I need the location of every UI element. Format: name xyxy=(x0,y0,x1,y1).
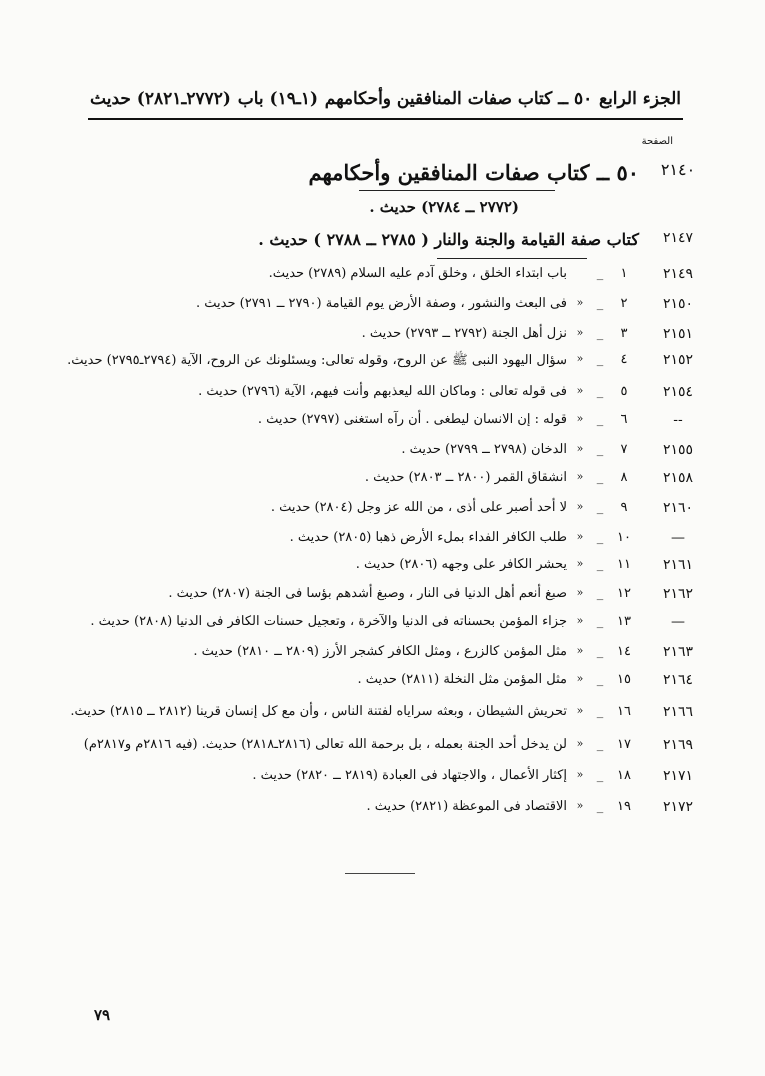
entry-ditto: « xyxy=(576,470,584,483)
entry-ditto: « xyxy=(576,352,584,365)
entry-page: ٢١٦٣ xyxy=(662,644,694,660)
entry-page: ٢١٦٠ xyxy=(662,500,694,516)
page-number: ٧٩ xyxy=(94,1006,111,1024)
entry-dash: _ xyxy=(596,737,604,752)
book-title-page: ٢١٤٧ xyxy=(662,230,694,246)
entry-dash: _ xyxy=(596,799,604,814)
header-volume: الجزء الرابع xyxy=(599,89,681,109)
header-chapters: (١ـ١٩) باب xyxy=(237,89,319,109)
entry-text: مثل المؤمن مثل النخلة (٢٨١١) حديث . xyxy=(357,672,567,687)
entry-ditto: « xyxy=(576,704,584,717)
entry-text: تحريش الشيطان ، وبعثه سراياه لفتنة الناس ، وأن مع كل إنسان قرينا (٢٨١٢ ــ ٢٨١٥) حديث. xyxy=(70,704,567,719)
entry-ditto: « xyxy=(576,442,584,455)
entry-text: لن يدخل أحد الجنة بعمله ، بل برحمة الله تعالى (٢٨١٦ـ٢٨١٨) حديث. (فيه ٢٨١٦م و٢٨١٧م) xyxy=(83,737,567,752)
entry-ditto: « xyxy=(576,412,584,425)
entry-page: ٢١٥٥ xyxy=(662,442,694,458)
entry-dash: _ xyxy=(596,672,604,687)
end-mark-rule xyxy=(345,873,415,874)
entry-dash: _ xyxy=(596,384,604,399)
entry-page: ٢١٦٩ xyxy=(662,737,694,753)
entry-dash: _ xyxy=(596,614,604,629)
entry-dash: _ xyxy=(596,266,604,281)
entry-number: ١٠ xyxy=(617,530,631,545)
header-rule xyxy=(88,118,683,120)
entry-number: ١٥ xyxy=(617,672,631,687)
entry-number: ١٦ xyxy=(617,704,631,719)
entry-page: ٢١٦٤ xyxy=(662,672,694,688)
entry-page: ٢١٦١ xyxy=(662,557,694,573)
entry-text: الاقتصاد فى الموعظة (٢٨٢١) حديث . xyxy=(366,799,567,814)
entry-text: يحشر الكافر على وجهه (٢٨٠٦) حديث . xyxy=(355,557,567,572)
entry-dash: _ xyxy=(596,412,604,427)
entry-ditto: « xyxy=(576,384,584,397)
entry-page: -- xyxy=(673,412,683,428)
entry-page: — xyxy=(671,530,685,546)
title-underline xyxy=(359,190,555,191)
main-subtitle: (٢٧٧٢ ــ ٢٧٨٤) حديث . xyxy=(369,198,519,216)
entry-ditto: « xyxy=(576,557,584,570)
entry-page: ٢١٥٢ xyxy=(662,352,694,368)
entry-dash: _ xyxy=(596,768,604,783)
entry-ditto: « xyxy=(576,737,584,750)
entry-number: ١٨ xyxy=(617,768,631,783)
entry-text: إكثار الأعمال ، والاجتهاد فى العبادة (٢٨١٩ ــ ٢٨٢٠) حديث . xyxy=(252,768,567,783)
entry-ditto: « xyxy=(576,644,584,657)
entry-dash: _ xyxy=(596,586,604,601)
entry-dash: _ xyxy=(596,296,604,311)
entry-dash: _ xyxy=(596,530,604,545)
entry-text: فى قوله تعالى : وماكان الله ليعذبهم وأنت فيهم، الآية (٢٧٩٦) حديث . xyxy=(198,384,567,399)
entry-page: ٢١٤٩ xyxy=(662,266,694,282)
entry-page: — xyxy=(671,614,685,630)
entry-page: ٢١٧٢ xyxy=(662,799,694,815)
entry-ditto: « xyxy=(576,586,584,599)
entry-page: ٢١٥٨ xyxy=(662,470,694,486)
entry-ditto: « xyxy=(576,768,584,781)
entry-dash: _ xyxy=(596,442,604,457)
entry-number: ١٢ xyxy=(617,586,631,601)
entry-text: لا أحد أصبر على أذى ، من الله عز وجل (٢٨٠٤) حديث . xyxy=(270,500,567,515)
entry-text: قوله : إن الانسان ليطغى . أن رآه استغنى (٢٧٩٧) حديث . xyxy=(257,412,567,427)
entry-page: ٢١٥٤ xyxy=(662,384,694,400)
entry-ditto: « xyxy=(576,326,584,339)
entry-dash: _ xyxy=(596,557,604,572)
entry-dash: _ xyxy=(596,500,604,515)
entry-ditto: « xyxy=(576,530,584,543)
entry-dash: _ xyxy=(596,704,604,719)
entry-number: ٧ xyxy=(620,442,628,457)
entry-ditto: « xyxy=(576,296,584,309)
entry-dash: _ xyxy=(596,326,604,341)
entry-ditto: « xyxy=(576,614,584,627)
entry-ditto: « xyxy=(576,500,584,513)
entry-dash: _ xyxy=(596,470,604,485)
entry-page: ٢١٥١ xyxy=(662,326,694,342)
entry-text: الدخان (٢٧٩٨ ــ ٢٧٩٩) حديث . xyxy=(401,442,567,457)
entry-text: طلب الكافر الفداء بملء الأرض ذهبا (٢٨٠٥) حديث . xyxy=(289,530,567,545)
page-column-label: الصفحة xyxy=(641,136,673,147)
entry-page: ٢١٦٢ xyxy=(662,586,694,602)
entry-number: ٢ xyxy=(620,296,628,311)
running-header xyxy=(90,84,681,114)
entry-page: ٢١٧١ xyxy=(662,768,694,784)
entry-ditto: « xyxy=(576,799,584,812)
entry-number: ٥ xyxy=(620,384,628,399)
entry-number: ١ xyxy=(620,266,628,281)
entry-text: باب ابتداء الخلق ، وخلق آدم عليه السلام (٢٧٨٩) حديث. xyxy=(268,266,567,281)
entry-text: سؤال اليهود النبى ﷺ عن الروح، وقوله تعالى: ويسئلونك عن الروح، الآية (٢٧٩٤ـ٢٧٩٥) حديث. xyxy=(67,353,567,368)
entry-number: ١١ xyxy=(617,557,631,572)
entry-number: ٣ xyxy=(620,326,628,341)
book-title: كتاب صفة القيامة والجنة والنار ( ٢٧٨٥ ــ ٢٧٨٨ ) حديث . xyxy=(258,230,639,249)
entry-dash: _ xyxy=(596,352,604,367)
header-hadith-range: (٢٧٧٢ـ٢٨٢١) حديث xyxy=(90,89,231,109)
main-title-page: ٢١٤٠ xyxy=(660,160,696,179)
entry-page: ٢١٦٦ xyxy=(662,704,694,720)
entry-text: انشقاق القمر (٢٨٠٠ ــ ٢٨٠٣) حديث . xyxy=(364,470,567,485)
header-book-title: ٥٠ ــ كتاب صفات المنافقين وأحكامهم xyxy=(324,89,593,109)
entry-text: صبغ أنعم أهل الدنيا فى النار ، وصبغ أشدهم بؤسا فى الجنة (٢٨٠٧) حديث . xyxy=(168,586,567,601)
book-underline xyxy=(437,258,587,259)
entry-text: جزاء المؤمن بحسناته فى الدنيا والآخرة ، وتعجيل حسنات الكافر فى الدنيا (٢٨٠٨) حديث . xyxy=(90,614,567,629)
entry-number: ٤ xyxy=(620,352,628,367)
entry-ditto: « xyxy=(576,672,584,685)
entry-number: ٨ xyxy=(620,470,628,485)
main-title: ٥٠ ــ كتاب صفات المنافقين وأحكامهم xyxy=(308,160,639,185)
entry-dash: _ xyxy=(596,644,604,659)
entry-number: ١٣ xyxy=(617,614,631,629)
entry-number: ١٩ xyxy=(617,799,631,814)
entry-number: ٩ xyxy=(620,500,628,515)
entry-page: ٢١٥٠ xyxy=(662,296,694,312)
entry-number: ٦ xyxy=(620,412,628,427)
entry-text: مثل المؤمن كالزرع ، ومثل الكافر كشجر الأرز (٢٨٠٩ ــ ٢٨١٠) حديث . xyxy=(193,644,567,659)
entry-number: ١٤ xyxy=(617,644,631,659)
entry-text: نزل أهل الجنة (٢٧٩٢ ــ ٢٧٩٣) حديث . xyxy=(361,326,567,341)
entry-text: فى البعث والنشور ، وصفة الأرض يوم القيامة (٢٧٩٠ ــ ٢٧٩١) حديث . xyxy=(196,296,567,311)
entry-number: ١٧ xyxy=(617,737,631,752)
